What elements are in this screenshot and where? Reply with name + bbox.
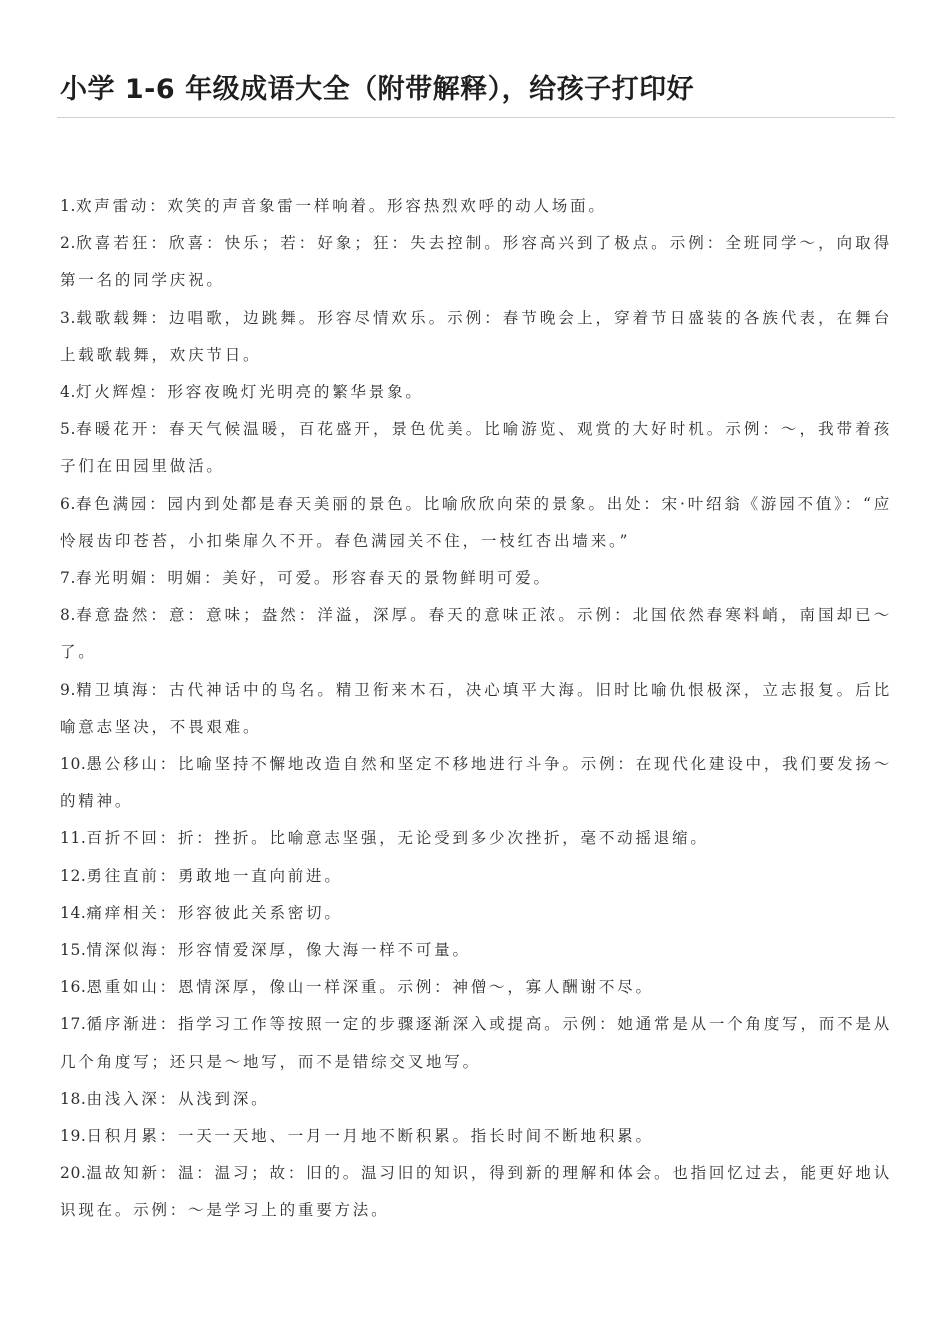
item-text: 愚公移山：比喻坚持不懈地改造自然和坚定不移地进行斗争。示例：在现代化建设中，我们要发扬～的精神。 [60,755,892,811]
item-text: 情深似海：形容情爱深厚，像大海一样不可量。 [86,941,471,960]
item-text: 欣喜若狂：欣喜：快乐；若：好象；狂：失去控制。形容高兴到了极点。示例：全班同学～，向取得第一名的同学庆祝。 [60,234,892,290]
item-text: 由浅入深：从浅到深。 [86,1089,270,1108]
list-item [60,1118,892,1155]
item-text: 痛痒相关：形容彼此关系密切。 [86,903,343,922]
item-number: 14. [60,903,87,922]
item-text: 春暖花开：春天气候温暖，百花盛开，景色优美。比喻游览、观赏的大好时机。示例：～，我带着孩子们在田园里做活。 [60,420,892,476]
item-number: 15. [60,941,87,960]
list-item [60,486,892,560]
item-number: 20. [60,1164,87,1183]
list-item [60,746,892,820]
item-text: 日积月累：一天一天地、一月一月地不断积累。指长时间不断地积累。 [86,1127,654,1146]
list-item [60,932,892,969]
item-number: 11. [60,829,87,848]
item-text: 春意盎然：意：意味；盎然：洋溢，深厚。春天的意味正浓。示例：北国依然春寒料峭，南国却已～了。 [60,606,892,662]
list-item [60,1081,892,1118]
item-number: 4. [60,383,76,402]
item-text: 欢声雷动：欢笑的声音象雷一样响着。形容热烈欢呼的动人场面。 [76,197,607,215]
item-text: 恩重如山：恩情深厚，像山一样深重。示例：神僧～，寡人酬谢不尽。 [86,978,654,997]
item-number: 16. [60,978,87,997]
list-item [60,560,892,597]
item-number: 3. [60,308,76,327]
item-text: 勇往直前：勇敢地一直向前进。 [86,866,343,885]
item-number: 8. [60,606,76,625]
item-text: 春色满园：园内到处都是春天美丽的景色。比喻欣欣向荣的景象。出处：宋·叶绍翁《游园不值》：“应怜屐齿印苍苔，小扣柴扉久不开。春色满园关不住，一枝红杏出墙来。” [60,494,892,550]
list-item [60,300,892,374]
title-divider [57,117,895,118]
page-title: 小学 1-6 年级成语大全（附带解释），给孩子打印好 [60,74,695,106]
list-item [60,411,892,485]
item-number: 6. [60,494,76,513]
item-number: 12. [60,866,87,885]
item-number: 1. [60,197,76,215]
list-item [60,820,892,857]
item-text: 灯火辉煌：形容夜晚灯光明亮的繁华景象。 [76,383,424,402]
item-text: 载歌载舞：边唱歌，边跳舞。形容尽情欢乐。示例：春节晚会上，穿着节日盛装的各族代表，在舞台上载歌载舞，欢庆节日。 [60,308,892,364]
item-number: 5. [60,420,76,439]
list-item [60,1006,892,1080]
item-number: 7. [60,569,76,588]
item-number: 17. [60,1015,87,1034]
list-item [60,374,892,411]
item-number: 18. [60,1089,87,1108]
item-number: 9. [60,680,76,699]
item-text: 春光明媚：明媚：美好，可爱。形容春天的景物鲜明可爱。 [76,569,552,588]
list-item [60,1155,892,1229]
list-item [60,672,892,746]
item-number: 2. [60,234,76,253]
list-item [60,969,892,1006]
idiom-list [60,188,892,1230]
list-item [60,597,892,671]
list-item [60,225,892,299]
list-item [60,858,892,895]
item-text: 百折不回：折：挫折。比喻意志坚强，无论受到多少次挫折，毫不动摇退缩。 [86,829,709,848]
item-text: 循序渐进：指学习工作等按照一定的步骤逐渐深入或提高。示例：她通常是从一个角度写，而不是从几个角度写；还只是～地写，而不是错综交叉地写。 [60,1015,892,1071]
item-number: 19. [60,1127,87,1146]
item-text: 温故知新：温：温习；故：旧的。温习旧的知识，得到新的理解和体会。也指回忆过去，能更好地认识现在。示例：～是学习上的重要方法。 [60,1164,892,1220]
list-item [60,895,892,932]
list-item [60,188,892,225]
item-text: 精卫填海：古代神话中的鸟名。精卫衔来木石，决心填平大海。旧时比喻仇恨极深，立志报复。后比喻意志坚决，不畏艰难。 [60,680,892,736]
item-number: 10. [60,755,87,774]
